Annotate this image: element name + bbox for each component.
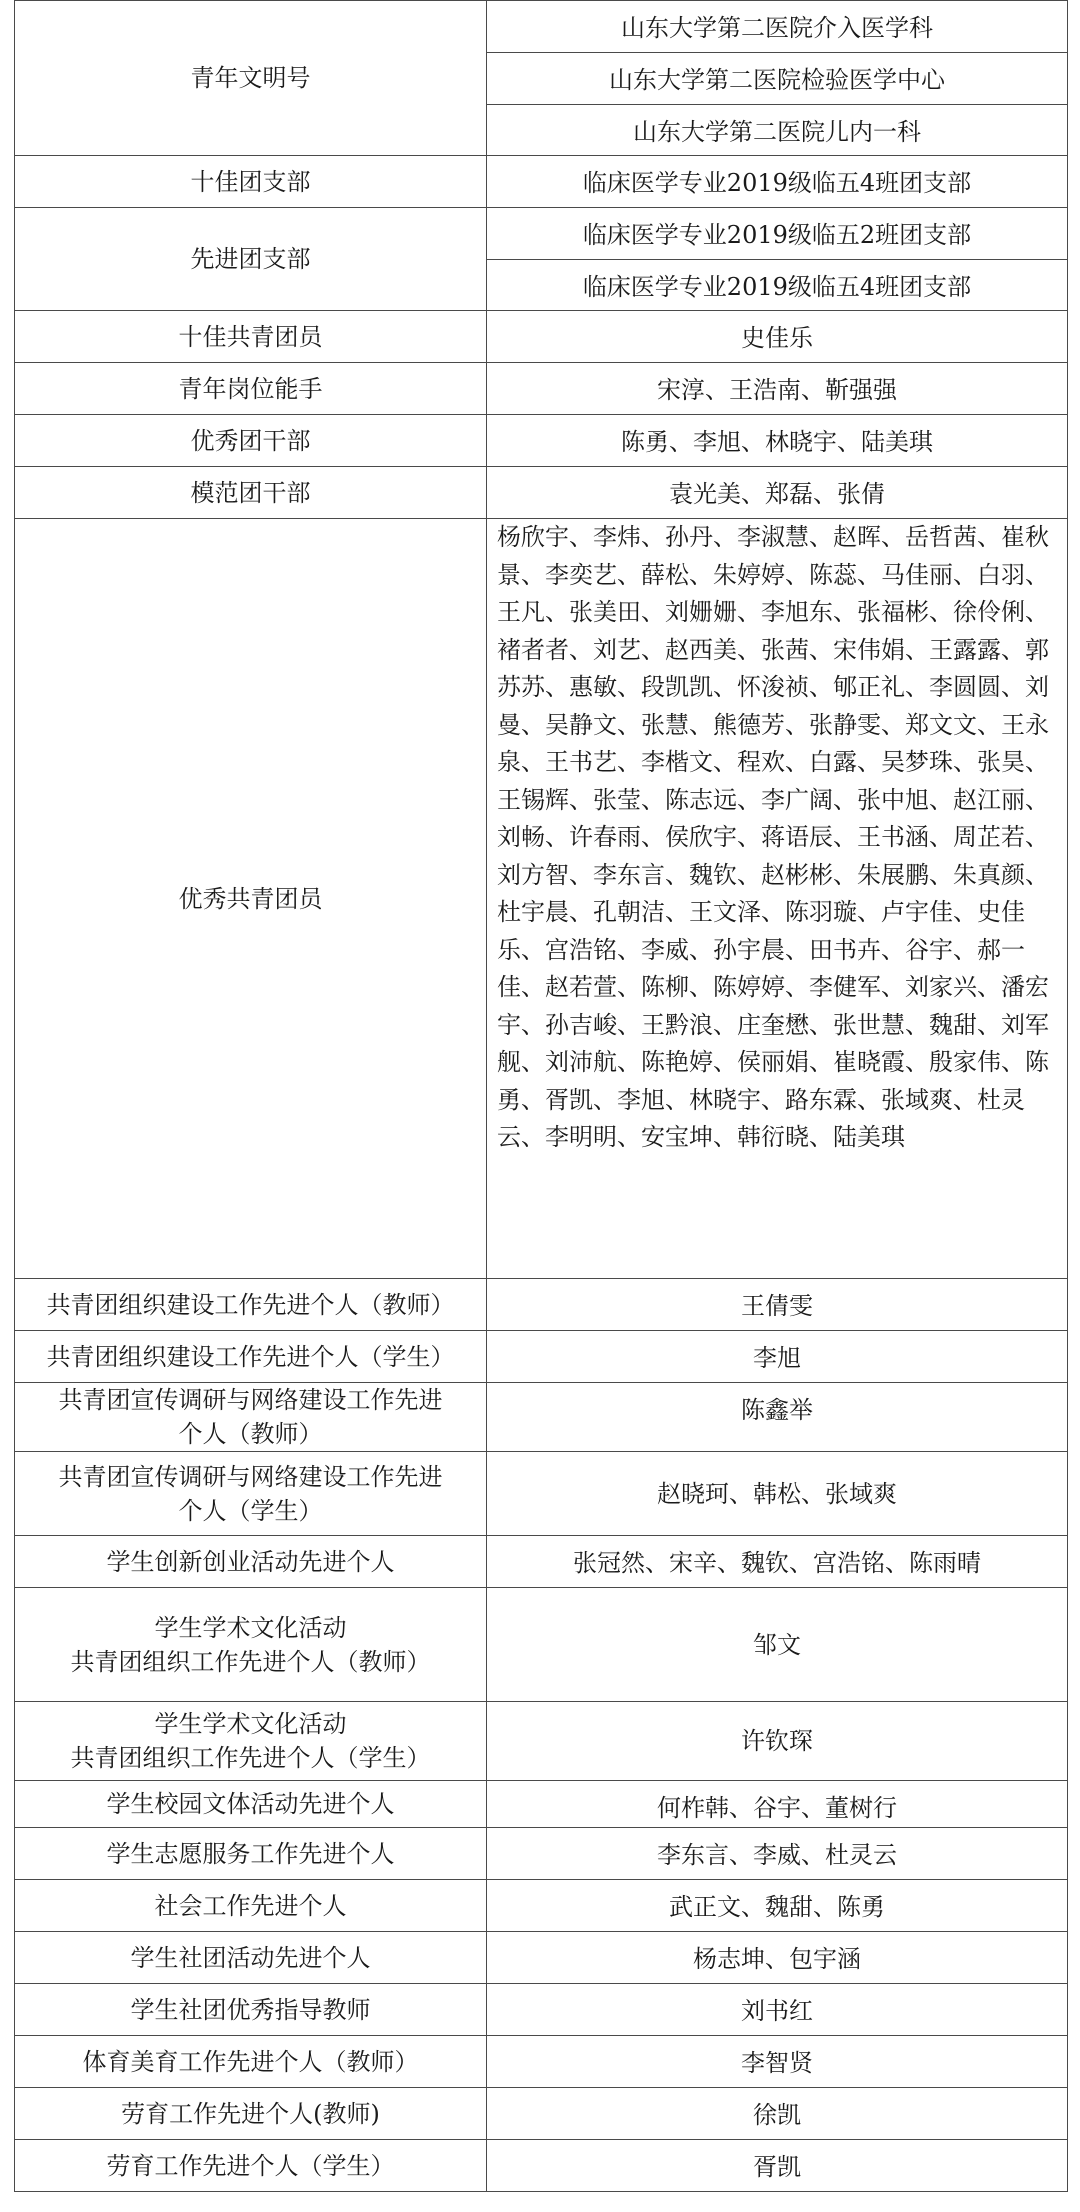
award-recipient-cell: 山东大学第二医院检验医学中心 <box>487 53 1068 105</box>
award-recipient-cell: 李智贤 <box>487 2036 1068 2088</box>
table-row <box>15 1 1068 53</box>
award-category-cell: 十佳共青团员 <box>15 311 487 363</box>
table-row <box>15 1880 1068 1932</box>
table-row <box>15 1932 1068 1984</box>
award-category-cell: 青年岗位能手 <box>15 363 487 415</box>
award-category-cell: 模范团干部 <box>15 467 487 519</box>
table-row <box>15 208 1068 260</box>
award-recipient-cell: 赵晓珂、韩松、张域爽 <box>487 1452 1068 1536</box>
table-row <box>15 1702 1068 1781</box>
award-recipient-cell: 徐凯 <box>487 2088 1068 2140</box>
award-recipient-cell: 邹文 <box>487 1588 1068 1702</box>
award-recipient-cell: 何柞韩、谷宇、董树行 <box>487 1781 1068 1828</box>
award-category-cell: 十佳团支部 <box>15 156 487 208</box>
table-row <box>15 1383 1068 1452</box>
award-category-cell: 学生社团活动先进个人 <box>15 1932 487 1984</box>
award-category-cell: 劳育工作先进个人（学生） <box>15 2140 487 2192</box>
award-table <box>14 0 1068 2192</box>
award-category-cell: 共青团组织建设工作先进个人（学生） <box>15 1331 487 1383</box>
award-category-cell: 优秀共青团员 <box>15 519 487 1279</box>
table-row <box>15 2088 1068 2140</box>
table-row <box>15 1331 1068 1383</box>
award-category-cell: 学生创新创业活动先进个人 <box>15 1536 487 1588</box>
award-category-cell: 社会工作先进个人 <box>15 1880 487 1932</box>
award-category-cell: 学生校园文体活动先进个人 <box>15 1781 487 1828</box>
award-category-cell: 共青团组织建设工作先进个人（教师） <box>15 1279 487 1331</box>
award-recipient-cell: 山东大学第二医院儿内一科 <box>487 105 1068 156</box>
table-row <box>15 415 1068 467</box>
award-recipient-cell: 张冠然、宋辛、魏钦、宫浩铭、陈雨晴 <box>487 1536 1068 1588</box>
award-recipient-cell: 山东大学第二医院介入医学科 <box>487 1 1068 53</box>
award-recipient-cell: 陈勇、李旭、林晓宇、陆美琪 <box>487 415 1068 467</box>
table-row <box>15 1984 1068 2036</box>
award-category-cell: 劳育工作先进个人(教师) <box>15 2088 487 2140</box>
award-recipient-cell: 袁光美、郑磊、张倩 <box>487 467 1068 519</box>
table-row <box>15 2036 1068 2088</box>
award-recipient-cell: 李东言、李威、杜灵云 <box>487 1828 1068 1880</box>
table-row <box>15 1279 1068 1331</box>
award-recipient-cell: 武正文、魏甜、陈勇 <box>487 1880 1068 1932</box>
award-category-cell: 体育美育工作先进个人（教师） <box>15 2036 487 2088</box>
table-row <box>15 1452 1068 1536</box>
table-row <box>15 2140 1068 2192</box>
award-category-cell: 青年文明号 <box>15 1 487 156</box>
award-recipient-cell: 杨欣宇、李炜、孙丹、李淑慧、赵晖、岳哲茜、崔秋景、李奕艺、薛松、朱婷婷、陈蕊、马佳丽、白羽、王凡、张美田、刘姗姗、李旭东、张福彬、徐伶俐、褚者者、刘艺、赵西美、张茜、宋伟娟、王露露、郭苏苏、惠敏、段凯凯、怀浚祯、郇正礼、李圆圆、刘曼、吴静文、张慧、熊德芳、张静雯、郑文文、王永泉、王书艺、李楷文、程欢、白露、吴梦珠、张昊、王锡辉、张莹、陈志远、李广阔、张中旭、赵江丽、刘畅、许春雨、侯欣宇、蒋语辰、王书涵、周芷若、刘方智、李东言、魏钦、赵彬彬、朱展鹏、朱真颜、杜宇晨、孔朝洁、王文泽、陈羽璇、卢宇佳、史佳乐、宫浩铭、李威、孙宇晨、田书卉、谷宇、郝一佳、赵若萱、陈柳、陈婷婷、李健军、刘家兴、潘宏宇、孙吉峻、王黔浪、庄奎懋、张世慧、魏甜、刘军舰、刘沛航、陈艳婷、侯丽娟、崔晓霞、殷家伟、陈勇、胥凯、李旭、林晓宇、路东霖、张域爽、杜灵云、李明明、安宝坤、韩衍晓、陆美琪 <box>487 519 1068 1279</box>
table-row <box>15 1828 1068 1880</box>
award-recipient-cell: 陈鑫举 <box>487 1383 1068 1452</box>
award-recipient-cell: 史佳乐 <box>487 311 1068 363</box>
award-recipient-cell: 刘书红 <box>487 1984 1068 2036</box>
table-row <box>15 1536 1068 1588</box>
award-recipient-cell: 许钦琛 <box>487 1702 1068 1781</box>
award-recipient-cell: 宋淳、王浩南、靳强强 <box>487 363 1068 415</box>
award-category-cell: 优秀团干部 <box>15 415 487 467</box>
award-category-cell: 共青团宣传调研与网络建设工作先进 个人（教师） <box>15 1383 487 1452</box>
award-category-cell: 学生社团优秀指导教师 <box>15 1984 487 2036</box>
award-recipient-cell: 胥凯 <box>487 2140 1068 2192</box>
award-category-cell: 学生志愿服务工作先进个人 <box>15 1828 487 1880</box>
award-category-cell: 学生学术文化活动 共青团组织工作先进个人（学生） <box>15 1702 487 1781</box>
table-row <box>15 156 1068 208</box>
table-row <box>15 1588 1068 1702</box>
award-category-cell: 先进团支部 <box>15 208 487 311</box>
award-recipient-cell: 李旭 <box>487 1331 1068 1383</box>
award-recipient-cell: 杨志坤、包宇涵 <box>487 1932 1068 1984</box>
table-row <box>15 1781 1068 1828</box>
table-row <box>15 519 1068 1279</box>
table-row <box>15 467 1068 519</box>
table-row <box>15 311 1068 363</box>
award-recipient-cell: 王倩雯 <box>487 1279 1068 1331</box>
award-category-cell: 学生学术文化活动 共青团组织工作先进个人（教师） <box>15 1588 487 1702</box>
award-recipient-cell: 临床医学专业2019级临五4班团支部 <box>487 156 1068 208</box>
award-table-body <box>15 1 1068 2192</box>
table-row <box>15 363 1068 415</box>
award-recipient-cell: 临床医学专业2019级临五4班团支部 <box>487 260 1068 311</box>
award-category-cell: 共青团宣传调研与网络建设工作先进 个人（学生） <box>15 1452 487 1536</box>
award-recipient-cell: 临床医学专业2019级临五2班团支部 <box>487 208 1068 260</box>
